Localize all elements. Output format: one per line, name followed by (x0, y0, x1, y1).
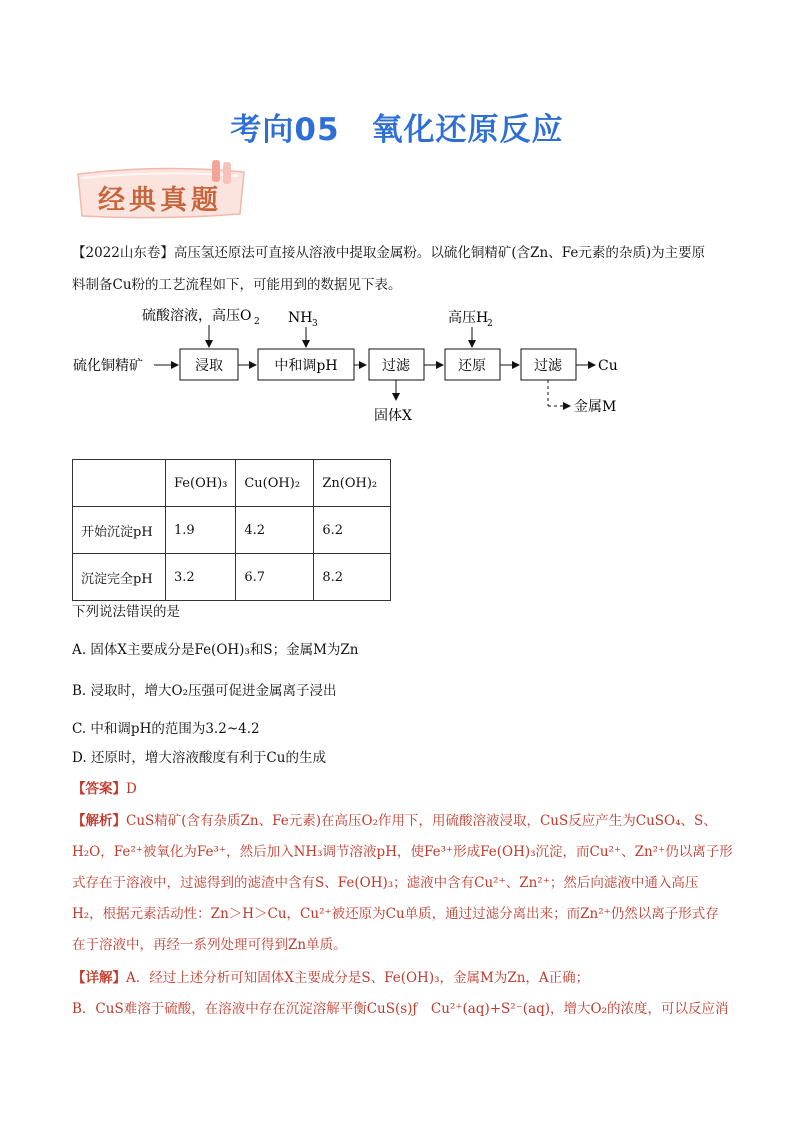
flow-step-5: 过滤 (534, 358, 562, 374)
analysis-line-1 (72, 808, 742, 834)
section-badge (72, 160, 250, 222)
flow-step-2: 中和调pH (274, 358, 338, 374)
flow-reagent-3: 高压H (448, 310, 489, 326)
question-intro-2: 料制备Cu粉的工艺流程如下，可能用到的数据见下表。 (72, 277, 402, 293)
flow-step-3: 过滤 (382, 358, 410, 374)
analysis-label: 【解析】 (72, 813, 126, 829)
flow-reagent-2: NH (288, 310, 313, 326)
option-a: A. 固体X主要成分是Fe(OH)₃和S；金属M为Zn (72, 642, 359, 658)
hydroxide-ph-table (72, 459, 391, 601)
analysis-line-4: H₂，根据元素活动性：Zn＞H＞Cu，Cu²⁺被还原为Cu单质，通过过滤分离出来；而Zn²⁺仍然以离子形式存 (72, 906, 719, 922)
page-title: 考向05 氧化还原反应 (230, 112, 564, 148)
table-cell: Zn(OH)₂ (314, 460, 391, 507)
badge-label: 经典真题 (98, 185, 222, 216)
analysis-text: CuS精矿(含有杂质Zn、Fe元素)在高压O₂作用下，用硫酸溶液浸取，CuS反应产生为CuSO₄、S、 (126, 813, 717, 829)
analysis-line-3: 式存在于溶液中，过滤得到的滤渣中含有S、Fe(OH)₃；滤液中含有Cu²⁺、Zn²⁺；然后向滤液中通入高压 (72, 875, 699, 891)
flow-reagent-1: 硫酸溶液，高压O (142, 308, 252, 324)
flow-product: Cu (598, 358, 618, 374)
option-c: C. 中和调pH的范围为3.2~4.2 (72, 721, 260, 737)
flow-step-4: 还原 (458, 358, 486, 374)
question-intro-1: 【2022山东卷】高压氢还原法可直接从溶液中提取金属粉。以硫化铜精矿(含Zn、Fe元素的杂质)为主要原 (72, 245, 706, 261)
table-cell: Fe(OH)₃ (166, 460, 236, 507)
detail-line-a (72, 965, 742, 991)
table-cell: 6.2 (314, 507, 391, 554)
table-row (73, 554, 391, 601)
table-cell: 3.2 (166, 554, 236, 601)
analysis-line-5: 在于溶液中，再经一系列处理可得到Zn单质。 (72, 937, 347, 953)
flow-step-1: 浸取 (195, 358, 223, 374)
answer-line (72, 776, 742, 802)
table-cell: 8.2 (314, 554, 391, 601)
table-row (73, 507, 391, 554)
flow-byproduct-2: 金属M (574, 399, 617, 415)
flow-reagent-1-sub: 2 (254, 317, 260, 327)
flow-byproduct-1: 固体X (374, 408, 412, 424)
table-cell: 开始沉淀pH (73, 507, 166, 554)
answer-label: 【答案】 (72, 781, 126, 797)
flow-reagent-2-sub: 3 (312, 319, 318, 329)
option-d: D. 还原时，增大溶液酸度有利于Cu的生成 (72, 750, 326, 766)
detail-text-a: A．经过上述分析可知固体X主要成分是S、Fe(OH)₃，金属M为Zn，A正确； (126, 970, 590, 986)
table-cell (73, 460, 166, 507)
flow-reagent-3-sub: 2 (487, 319, 493, 329)
table-cell: Cu(OH)₂ (236, 460, 314, 507)
table-cell: 6.7 (236, 554, 314, 601)
table-cell: 1.9 (166, 507, 236, 554)
detail-line-b: B．CuS难溶于硫酸，在溶液中存在沉淀溶解平衡CuS(s)ƒ Cu²⁺(aq)+S²⁻(aq)，增大O₂的浓度，可以反应消 (72, 1001, 729, 1017)
question-prompt: 下列说法错误的是 (72, 604, 180, 620)
analysis-line-2: H₂O，Fe²⁺被氧化为Fe³⁺，然后加入NH₃调节溶液pH，使Fe³⁺形成Fe(OH)₃沉淀，而Cu²⁺、Zn²⁺仍以离子形 (72, 844, 733, 860)
table-header-row (73, 460, 391, 507)
table-cell: 4.2 (236, 507, 314, 554)
detail-label: 【详解】 (72, 970, 126, 986)
process-flow-diagram (70, 300, 650, 430)
flow-feed-label: 硫化铜精矿 (73, 358, 143, 374)
answer-value: D (126, 781, 137, 797)
table-cell: 沉淀完全pH (73, 554, 166, 601)
option-b: B. 浸取时，增大O₂压强可促进金属离子浸出 (72, 683, 337, 699)
